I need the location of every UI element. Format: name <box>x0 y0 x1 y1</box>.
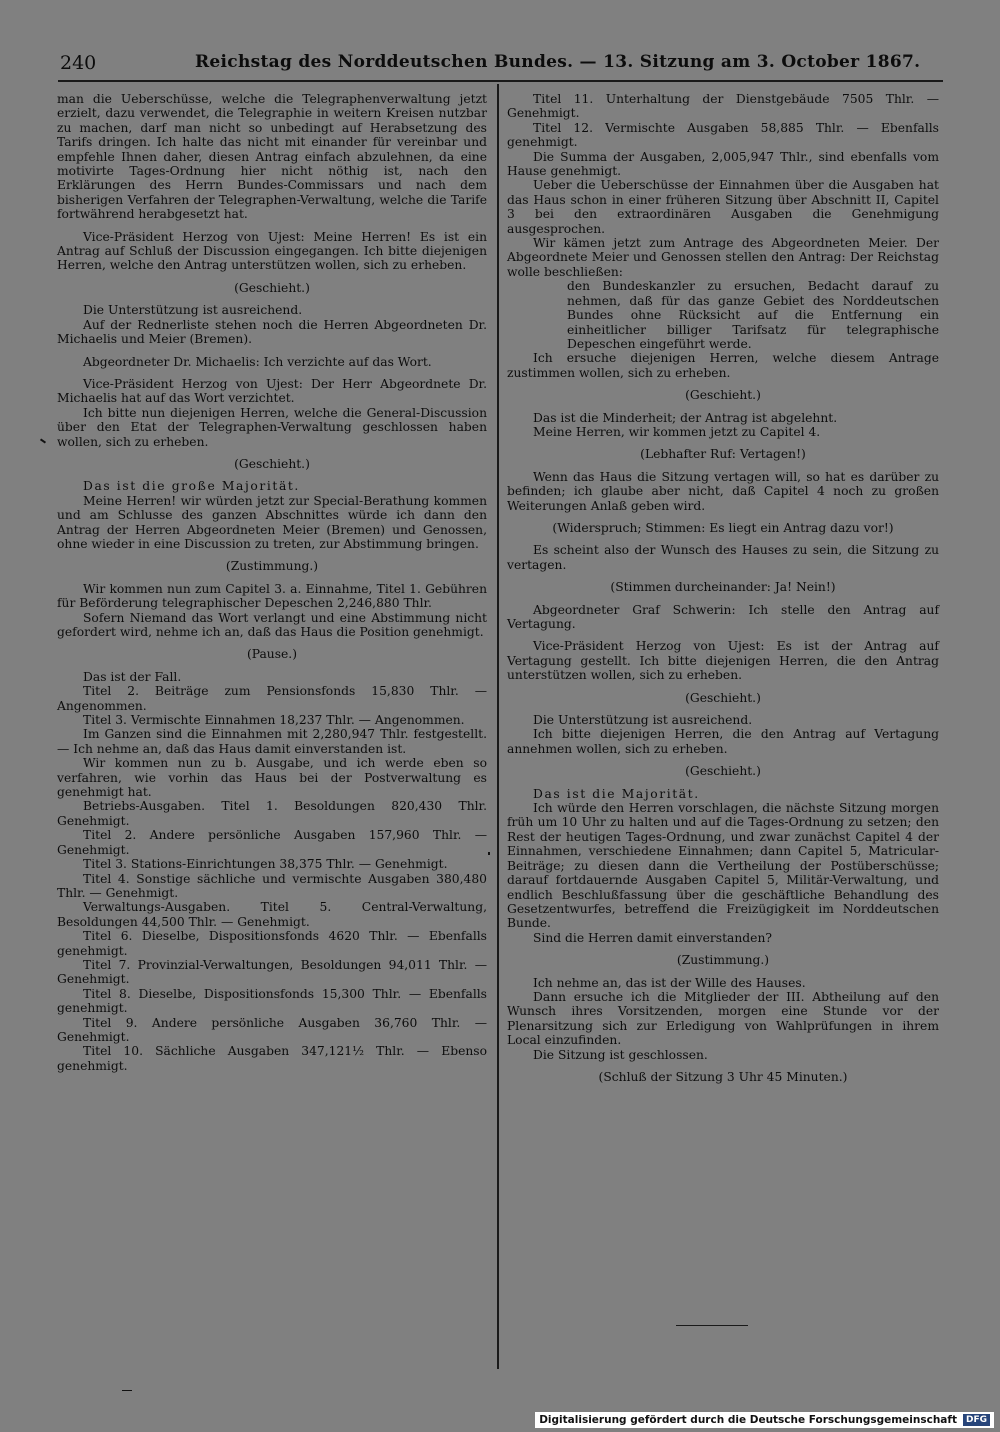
right-column <box>507 92 939 1092</box>
column-divider <box>497 84 499 1369</box>
motion-text: den Bundeskanzler zu ersuchen, Bedacht darauf zu nehmen, daß für das ganze Gebiet des Norddeutschen Bundes ohne Rücksicht auf die Entfernung ein einheitlicher billiger Tarifsatz für telegraphische Depeschen eingeführt werde. <box>567 279 939 351</box>
paragraph: Die Unterstützung ist ausreichend. <box>533 713 753 728</box>
page-header <box>60 52 940 78</box>
stage-direction: (Geschieht.) <box>685 388 761 403</box>
budget-item: Betriebs-Ausgaben. Titel 1. Besoldungen 820,430 Thlr. Genehmigt. <box>57 799 487 828</box>
left-column <box>57 92 487 1073</box>
paragraph: Wir kommen nun zu b. Ausgabe, und ich werde eben so verfahren, wie vorhin das Haus bei der Postverwaltung es genehmigt hat. <box>57 756 487 800</box>
speaker-paragraph: Vice-Präsident Herzog von Ujest: Es ist der Antrag auf Vertagung gestellt. Ich bitte diejenigen Herren, die den Antrag unterstützen wollen, sich zu erheben. <box>507 639 939 683</box>
page-number: 240 <box>60 52 97 74</box>
stage-direction: (Geschieht.) <box>234 456 310 471</box>
budget-item: Titel 6. Dieselbe, Dispositionsfonds 4620 Thlr. — Ebenfalls genehmigt. <box>57 929 487 958</box>
speaker-paragraph: Abgeordneter Graf Schwerin: Ich stelle den Antrag auf Vertagung. <box>507 602 939 631</box>
paragraph: Im Ganzen sind die Einnahmen mit 2,280,947 Thlr. festgestellt. — Ich nehme an, daß das Haus damit einverstanden ist. <box>57 727 487 756</box>
stage-direction: (Zustimmung.) <box>225 559 319 574</box>
footer-text: Digitalisierung gefördert durch die Deutsche Forschungsgemeinschaft <box>539 1414 957 1426</box>
paragraph: man die Ueberschüsse, welche die Telegraphenverwaltung jetzt erzielt, dazu verwendet, die Telegraphie in weitern Kreisen nutzbar zu machen, darf man nicht so unbedingt auf Herabsetzung des Tarifs dringen. Ich halte das nicht mit einander für vereinbar und empfehle Ihnen daher, diesen Antrag einfach abzulehnen, da eine motivirte Tages-Ordnung hier nicht nöthig ist, nach den Erklärungen des Herrn Bundes-Commissars und nach dem bisherigen Verfahren der Telegraphen-Verwaltung, welche die Tarife fortwährend herabgesetzt hat. <box>57 92 487 222</box>
margin-mark <box>488 852 490 855</box>
closing-note: (Schluß der Sitzung 3 Uhr 45 Minuten.) <box>598 1069 848 1084</box>
stage-direction: (Pause.) <box>246 647 298 662</box>
end-rule <box>676 1325 748 1326</box>
budget-item: Titel 3. Vermischte Einnahmen 18,237 Thlr. — Angenommen. <box>83 713 465 728</box>
running-head: Reichstag des Norddeutschen Bundes. — 13. Sitzung am 3. October 1867. <box>195 52 921 72</box>
paragraph: Es scheint also der Wunsch des Hauses zu sein, die Sitzung zu vertagen. <box>507 543 939 572</box>
paragraph: Das ist der Fall. <box>83 669 182 684</box>
paragraph: Ich nehme an, das ist der Wille des Hauses. <box>533 975 806 990</box>
stage-direction: (Geschieht.) <box>685 764 761 779</box>
paragraph: Ich bitte nun diejenigen Herren, welche die General-Discussion über den Etat der Telegraphen-Verwaltung geschlossen haben wollen, sich zu erheben. <box>57 405 487 449</box>
paragraph: Auf der Rednerliste stehen noch die Herren Abgeordneten Dr. Michaelis und Meier (Bremen). <box>57 317 487 347</box>
stage-direction: (Geschieht.) <box>234 280 310 295</box>
paragraph: Ich würde den Herren vorschlagen, die nächste Sitzung morgen früh um 10 Uhr zu halten und auf die Tages-Ordnung zu setzen; den Rest der heutigen Tages-Ordnung, und zwar zunächst Capitel 4 der Einnahmen, verschiedene Einnahmen; dann Capitel 5, Matricular-Beiträge; zu diesen dann die Vertheilung der Postüberschüsse; darauf fortdauernde Ausgaben Capitel 5, Militär-Verwaltung, und endlich Beschlußfassung über die geschäftliche Behandlung des Gesetzentwurfes, betreffend die Freizügigkeit im Norddeutschen Bunde. <box>507 801 939 931</box>
paragraph: Das ist die große Majorität. <box>83 479 300 494</box>
stage-direction: (Geschieht.) <box>685 690 761 705</box>
paragraph: Ich bitte diejenigen Herren, die den Antrag auf Vertagung annehmen wollen, sich zu erheben. <box>507 727 939 756</box>
paragraph: Das ist die Minderheit; der Antrag ist abgelehnt. <box>533 410 838 425</box>
budget-item: Titel 9. Andere persönliche Ausgaben 36,760 Thlr. — Genehmigt. <box>57 1015 487 1044</box>
paragraph: Die Summa der Ausgaben, 2,005,947 Thlr., sind ebenfalls vom Hause genehmigt. <box>507 149 939 179</box>
paragraph: Die Unterstützung ist ausreichend. <box>83 303 303 318</box>
paragraph: Die Sitzung ist geschlossen. <box>533 1047 708 1062</box>
stage-direction: (Zustimmung.) <box>676 953 770 968</box>
speaker-paragraph: Vice-Präsident Herzog von Ujest: Der Herr Abgeordnete Dr. Michaelis hat auf das Wort verzichtet. <box>57 376 487 406</box>
paragraph: Dann ersuche ich die Mitglieder der III. Abtheilung auf den Wunsch ihres Vorsitzenden, morgen eine Stunde vor der Plenarsitzung sich zur Erledigung von Wahlprüfungen in ihrem Local einzufinden. <box>507 989 939 1048</box>
stage-direction: (Lebhafter Ruf: Vertagen!) <box>640 447 806 462</box>
speaker-paragraph: Abgeordneter Dr. Michaelis: Ich verzichte auf das Wort. <box>83 354 432 369</box>
budget-item: Titel 2. Andere persönliche Ausgaben 157,960 Thlr. — Genehmigt. <box>57 828 487 857</box>
budget-item: Titel 8. Dieselbe, Dispositionsfonds 15,300 Thlr. — Ebenfalls genehmigt. <box>57 986 487 1016</box>
header-rule <box>58 80 943 82</box>
paragraph: Sofern Niemand das Wort verlangt und eine Abstimmung nicht gefordert wird, nehme ich an, daß das Haus die Position genehmigt. <box>57 610 487 639</box>
margin-mark <box>40 438 46 443</box>
paragraph: Wenn das Haus die Sitzung vertagen will, so hat es darüber zu befinden; ich glaube aber nicht, daß Capitel 4 noch zu großen Weiterungen Anlaß geben wird. <box>507 469 939 513</box>
stage-direction: (Stimmen durcheinander: Ja! Nein!) <box>610 580 836 595</box>
stage-direction: (Widerspruch; Stimmen: Es liegt ein Antrag dazu vor!) <box>552 520 894 535</box>
budget-item: Titel 4. Sonstige sächliche und vermischte Ausgaben 380,480 Thlr. — Genehmigt. <box>57 871 487 900</box>
paragraph: Meine Herren, wir kommen jetzt zu Capitel 4. <box>533 424 821 439</box>
paragraph: Wir kommen nun zum Capitel 3. a. Einnahme, Titel 1. Gebühren für Beförderung telegraphischer Depeschen 2,246,880 Thlr. <box>57 581 487 611</box>
margin-mark <box>122 1390 132 1391</box>
budget-item: Titel 10. Sächliche Ausgaben 347,121½ Thlr. — Ebenso genehmigt. <box>57 1044 487 1073</box>
paragraph: Meine Herren! wir würden jetzt zur Special-Berathung kommen und am Schlusse des ganzen Abschnittes würde ich dann den Antrag der Herren Abgeordneten Meier (Bremen) und Genossen, ohne wieder in eine Discussion zu treten, zur Abstimmung bringen. <box>57 493 487 551</box>
paragraph: Sind die Herren damit einverstanden? <box>533 930 772 945</box>
paragraph: Wir kämen jetzt zum Antrage des Abgeordneten Meier. Der Abgeordnete Meier und Genossen stellen den Antrag: Der Reichstag wolle beschließen: <box>507 236 939 279</box>
paragraph: Ich ersuche diejenigen Herren, welche diesem Antrage zustimmen wollen, sich zu erheben. <box>507 351 939 380</box>
budget-item: Titel 7. Provinzial-Verwaltungen, Besoldungen 94,011 Thlr. — Genehmigt. <box>57 957 487 987</box>
paragraph: Das ist die Majorität. <box>533 786 700 801</box>
budget-item: Verwaltungs-Ausgaben. Titel 5. Central-Verwaltung, Besoldungen 44,500 Thlr. — Genehmigt. <box>57 900 487 929</box>
paragraph: Ueber die Ueberschüsse der Einnahmen über die Ausgaben hat das Haus schon in einer früheren Sitzung über Abschnitt II, Capitel 3 bei den extraordinären Ausgaben die Genehmigung ausgesprochen. <box>507 178 939 236</box>
speaker-paragraph: Vice-Präsident Herzog von Ujest: Meine Herren! Es ist ein Antrag auf Schluß der Discussion eingegangen. Ich bitte diejenigen Herren, welche den Antrag unterstützen wollen, sich zu erheben. <box>57 229 487 273</box>
budget-item: Titel 11. Unterhaltung der Dienstgebäude 7505 Thlr. — Genehmigt. <box>507 92 939 121</box>
dfg-logo-icon: DFG <box>963 1414 990 1426</box>
footer-credit <box>535 1412 994 1428</box>
budget-item: Titel 3. Stations-Einrichtungen 38,375 Thlr. — Genehmigt. <box>83 857 448 872</box>
budget-item: Titel 12. Vermischte Ausgaben 58,885 Thlr. — Ebenfalls genehmigt. <box>507 120 939 150</box>
budget-item: Titel 2. Beiträge zum Pensionsfonds 15,830 Thlr. — Angenommen. <box>57 684 487 713</box>
